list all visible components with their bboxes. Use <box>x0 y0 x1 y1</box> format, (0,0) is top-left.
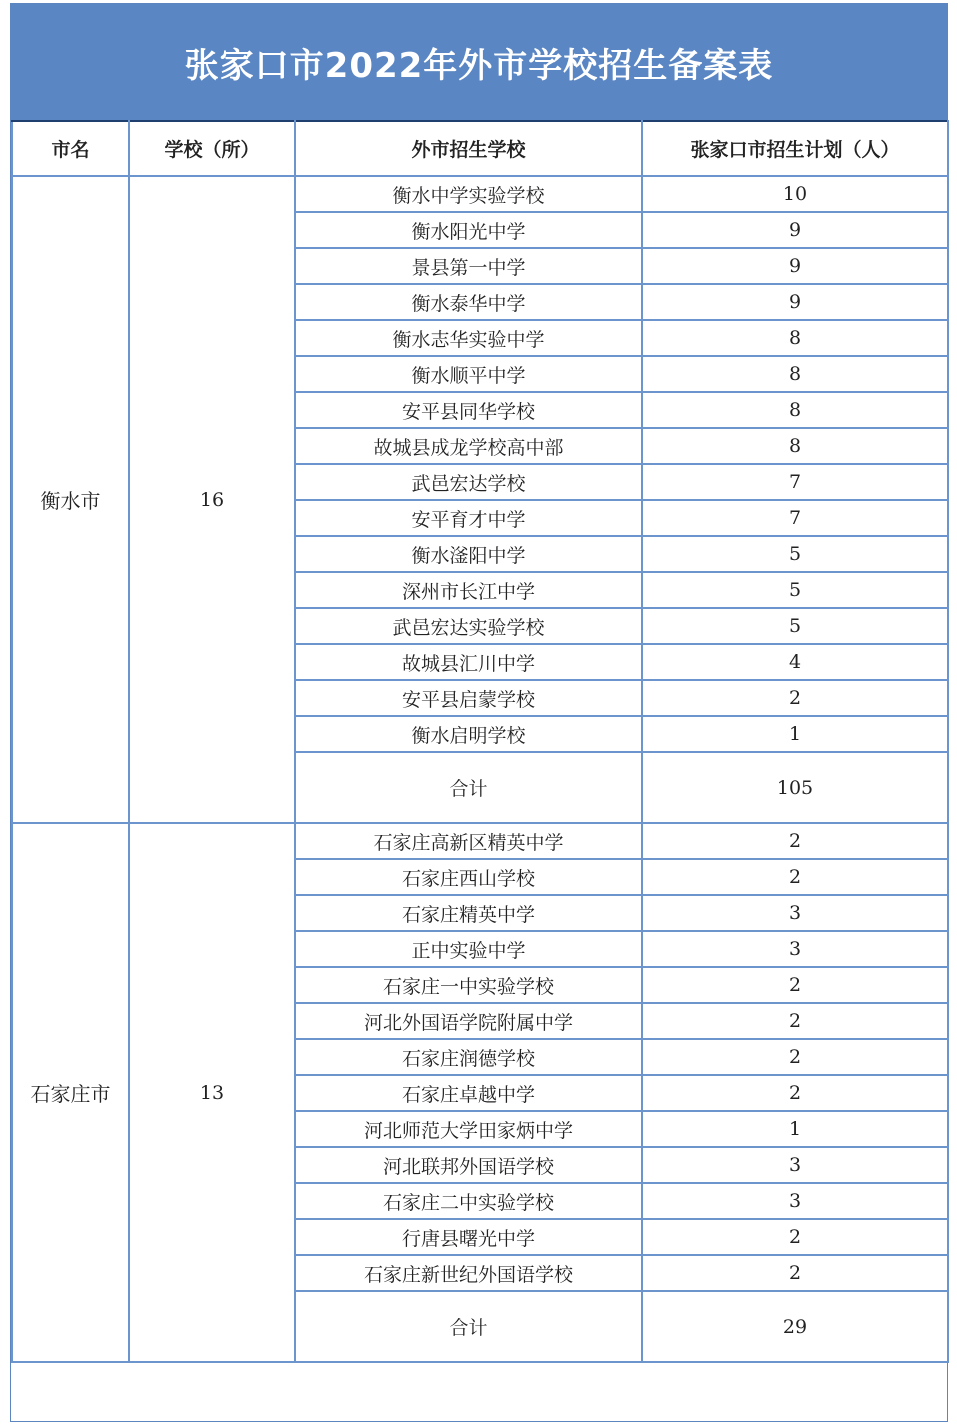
school-name-cell: 石家庄一中实验学校 <box>295 967 642 1003</box>
plan-value-cell: 3 <box>642 1183 948 1219</box>
header-school: 外市招生学校 <box>295 121 642 176</box>
city-name-cell: 衡水市 <box>12 176 129 823</box>
plan-value-cell: 9 <box>642 212 948 248</box>
table-body <box>12 176 948 1362</box>
school-name-cell: 石家庄西山学校 <box>295 859 642 895</box>
plan-value-cell: 7 <box>642 500 948 536</box>
plan-value-cell: 2 <box>642 859 948 895</box>
plan-value-cell: 3 <box>642 931 948 967</box>
plan-value-cell: 8 <box>642 392 948 428</box>
school-count-cell: 13 <box>129 823 295 1362</box>
school-name-cell: 衡水泰华中学 <box>295 284 642 320</box>
table-row <box>12 823 948 859</box>
school-name-cell: 石家庄润德学校 <box>295 1039 642 1075</box>
school-name-cell: 正中实验中学 <box>295 931 642 967</box>
school-name-cell: 深州市长江中学 <box>295 572 642 608</box>
plan-value-cell: 2 <box>642 680 948 716</box>
school-name-cell: 衡水志华实验中学 <box>295 320 642 356</box>
school-name-cell: 石家庄精英中学 <box>295 895 642 931</box>
plan-value-cell: 10 <box>642 176 948 212</box>
school-count-cell: 16 <box>129 176 295 823</box>
enrollment-table <box>11 120 949 1363</box>
school-name-cell: 河北外国语学院附属中学 <box>295 1003 642 1039</box>
plan-value-cell: 5 <box>642 572 948 608</box>
total-value-cell: 29 <box>642 1291 948 1362</box>
plan-value-cell: 3 <box>642 1147 948 1183</box>
plan-value-cell: 1 <box>642 1111 948 1147</box>
plan-value-cell: 2 <box>642 1039 948 1075</box>
registration-sheet <box>10 3 948 1422</box>
school-name-cell: 石家庄卓越中学 <box>295 1075 642 1111</box>
school-name-cell: 河北联邦外国语学校 <box>295 1147 642 1183</box>
school-name-cell: 安平县同华学校 <box>295 392 642 428</box>
school-name-cell: 武邑宏达实验学校 <box>295 608 642 644</box>
plan-value-cell: 9 <box>642 248 948 284</box>
plan-value-cell: 4 <box>642 644 948 680</box>
school-name-cell: 故城县汇川中学 <box>295 644 642 680</box>
table-row <box>12 176 948 212</box>
total-label-cell: 合计 <box>295 752 642 823</box>
plan-value-cell: 8 <box>642 320 948 356</box>
page-title: 张家口市2022年外市学校招生备案表 <box>11 4 947 120</box>
school-name-cell: 石家庄新世纪外国语学校 <box>295 1255 642 1291</box>
plan-value-cell: 8 <box>642 428 948 464</box>
school-name-cell: 安平县启蒙学校 <box>295 680 642 716</box>
school-name-cell: 景县第一中学 <box>295 248 642 284</box>
school-name-cell: 石家庄高新区精英中学 <box>295 823 642 859</box>
plan-value-cell: 9 <box>642 284 948 320</box>
school-name-cell: 故城县成龙学校高中部 <box>295 428 642 464</box>
plan-value-cell: 2 <box>642 1219 948 1255</box>
school-name-cell: 衡水顺平中学 <box>295 356 642 392</box>
school-name-cell: 行唐县曙光中学 <box>295 1219 642 1255</box>
header-city: 市名 <box>12 121 129 176</box>
plan-value-cell: 1 <box>642 716 948 752</box>
plan-value-cell: 2 <box>642 967 948 1003</box>
total-value-cell: 105 <box>642 752 948 823</box>
total-label-cell: 合计 <box>295 1291 642 1362</box>
plan-value-cell: 3 <box>642 895 948 931</box>
plan-value-cell: 7 <box>642 464 948 500</box>
school-name-cell: 石家庄二中实验学校 <box>295 1183 642 1219</box>
city-name-cell: 石家庄市 <box>12 823 129 1362</box>
school-name-cell: 衡水滏阳中学 <box>295 536 642 572</box>
school-name-cell: 衡水中学实验学校 <box>295 176 642 212</box>
header-plan: 张家口市招生计划（人） <box>642 121 948 176</box>
plan-value-cell: 5 <box>642 608 948 644</box>
plan-value-cell: 8 <box>642 356 948 392</box>
school-name-cell: 衡水阳光中学 <box>295 212 642 248</box>
table-header-row <box>12 121 948 176</box>
plan-value-cell: 5 <box>642 536 948 572</box>
school-name-cell: 河北师范大学田家炳中学 <box>295 1111 642 1147</box>
school-name-cell: 安平育才中学 <box>295 500 642 536</box>
plan-value-cell: 2 <box>642 1003 948 1039</box>
plan-value-cell: 2 <box>642 823 948 859</box>
school-name-cell: 武邑宏达学校 <box>295 464 642 500</box>
plan-value-cell: 2 <box>642 1075 948 1111</box>
plan-value-cell: 2 <box>642 1255 948 1291</box>
school-name-cell: 衡水启明学校 <box>295 716 642 752</box>
header-school-count: 学校（所） <box>129 121 295 176</box>
